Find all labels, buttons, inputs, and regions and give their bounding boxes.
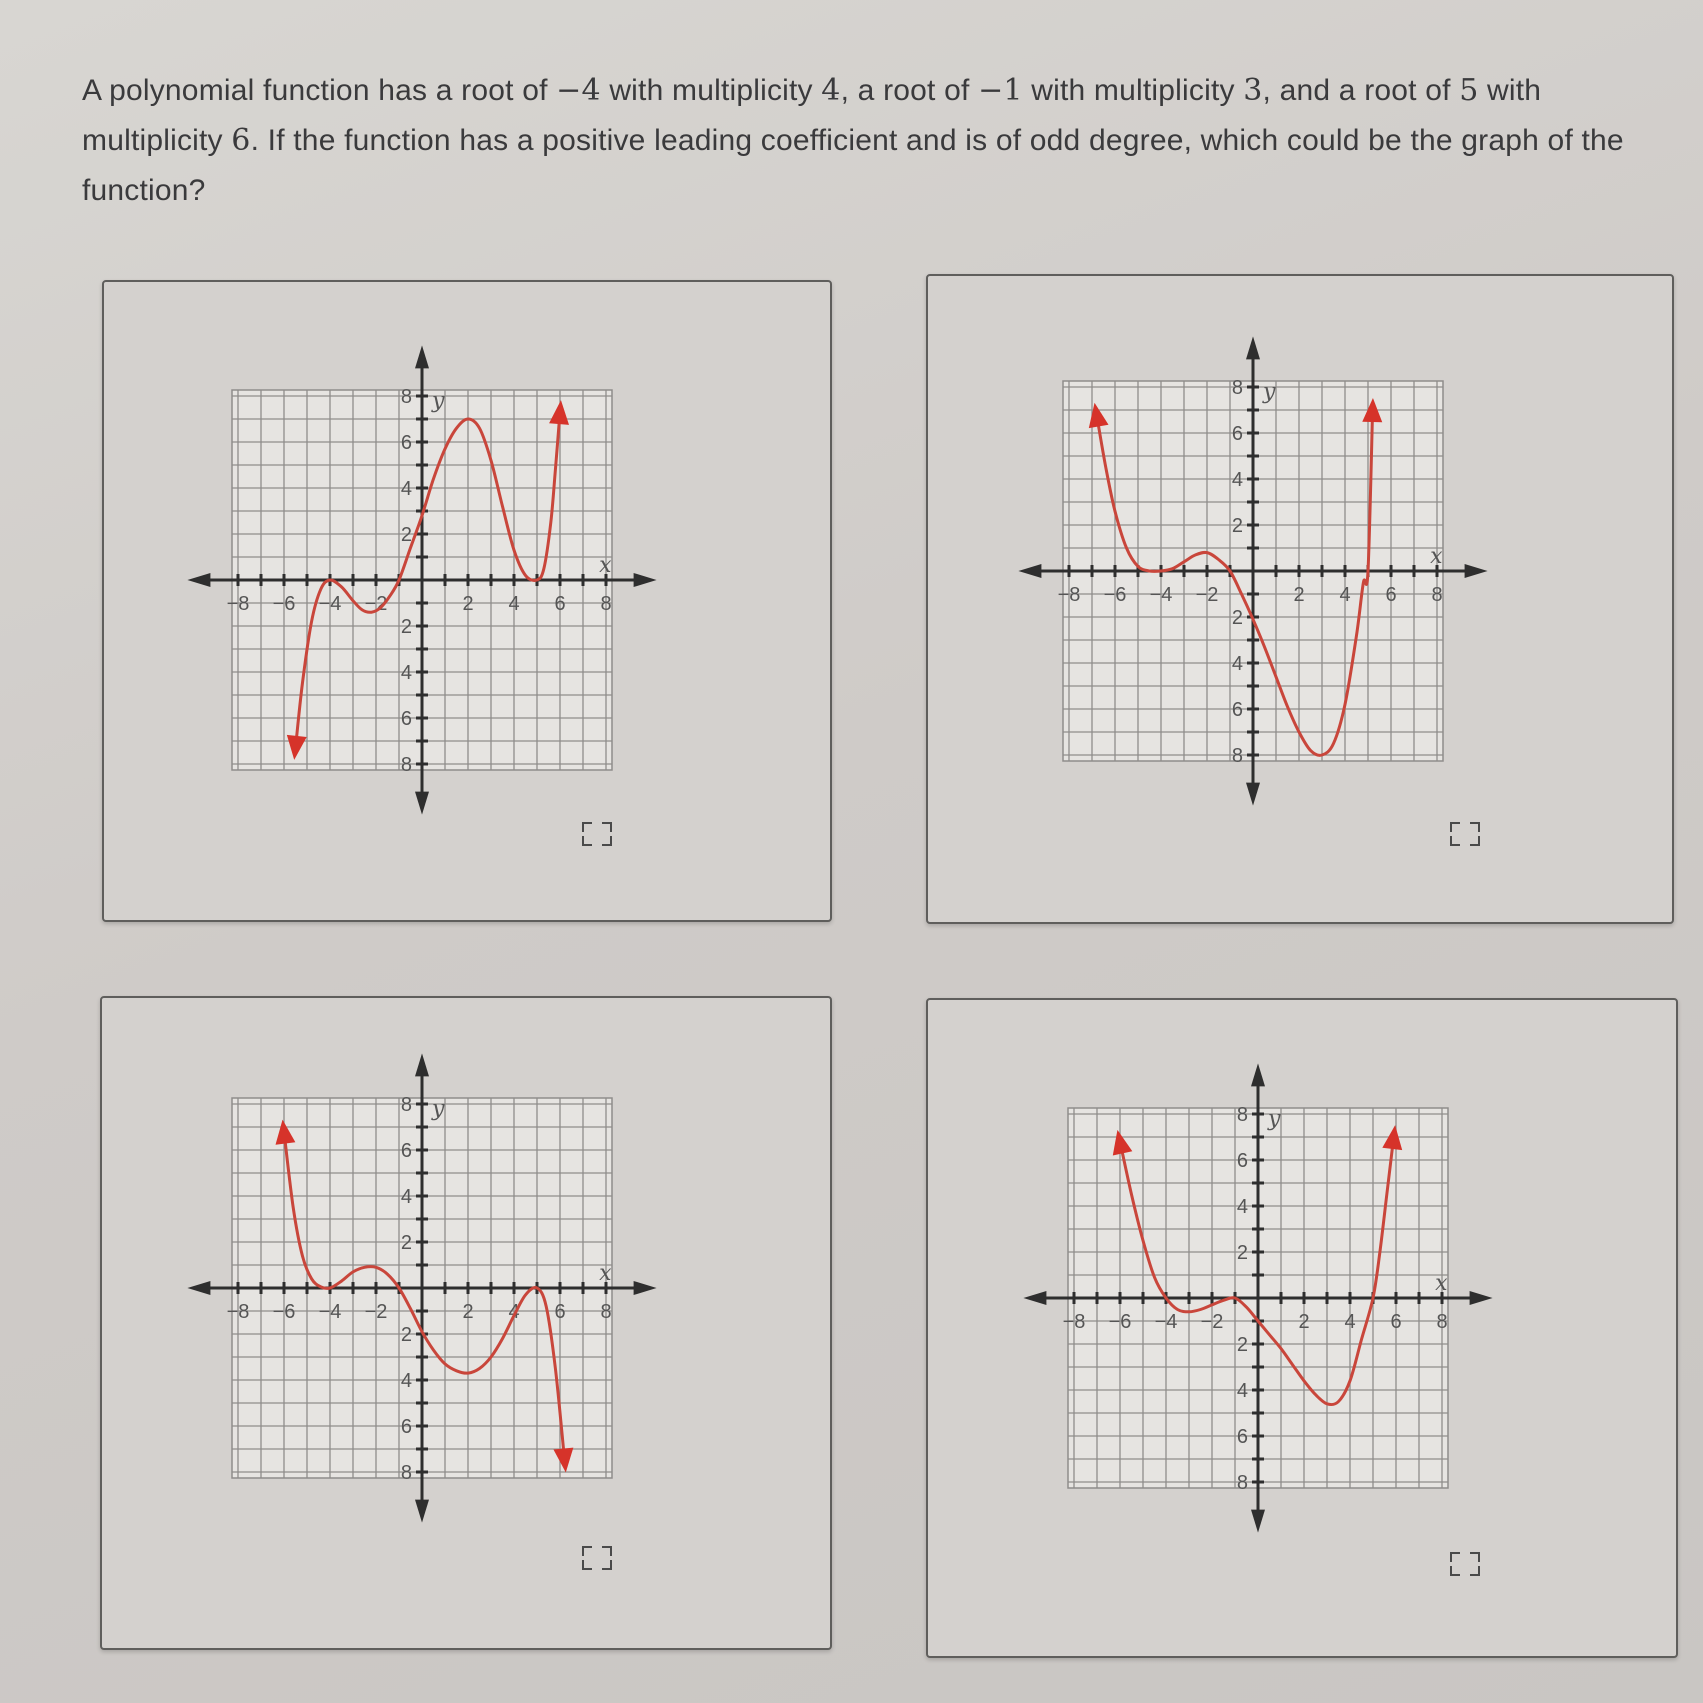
question-segment: , and a root of [1262,74,1460,107]
question-segment: with multiplicity [82,74,1542,157]
svg-text:−2: −2 [364,593,388,615]
svg-text:4: 4 [1344,1311,1356,1333]
svg-text:4: 4 [400,1186,412,1208]
svg-text:2: 2 [1293,584,1305,606]
svg-text:4: 4 [400,662,412,684]
svg-text:2: 2 [462,593,474,615]
svg-text:−4: −4 [1149,584,1173,606]
option-card-a[interactable] [102,280,832,922]
graph-b [928,276,1672,922]
checkbox-d[interactable] [1450,1552,1480,1576]
graph-c [102,998,830,1648]
svg-text:−4: −4 [1154,1311,1178,1333]
svg-text:6: 6 [400,708,412,730]
svg-text:6: 6 [1385,584,1397,606]
svg-text:−8: −8 [1057,584,1081,606]
svg-text:8: 8 [1431,584,1443,606]
svg-text:−8: −8 [226,593,250,615]
svg-text:6: 6 [1390,1311,1402,1333]
svg-text:6: 6 [400,1416,412,1438]
checkbox-c[interactable] [582,1546,612,1570]
svg-text:−2: −2 [1195,584,1219,606]
multiplicity-value: 6 [231,123,251,158]
root-value: −4 [556,73,601,108]
svg-text:−6: −6 [272,593,296,615]
svg-text:4: 4 [1231,653,1243,675]
svg-text:6: 6 [1231,423,1243,445]
svg-text:−6: −6 [1108,1311,1132,1333]
svg-text:2: 2 [1298,1311,1310,1333]
root-value: −1 [978,73,1023,108]
question-segment: A polynomial function has a root of [82,74,557,107]
svg-text:2: 2 [1236,1334,1248,1356]
svg-text:8: 8 [400,1094,412,1116]
svg-text:2: 2 [400,616,412,638]
option-card-d[interactable] [926,998,1678,1658]
svg-text:8: 8 [600,593,612,615]
svg-text:2: 2 [400,1232,412,1254]
svg-text:6: 6 [1231,699,1243,721]
svg-text:−6: −6 [272,1301,296,1323]
svg-text:2: 2 [400,524,412,546]
graph-d [928,1000,1676,1656]
svg-text:6: 6 [554,593,566,615]
question-segment: . If the function has a positive leading coefficient and is of odd degree, which could be the graph of the function? [82,124,1624,207]
svg-text:4: 4 [1231,469,1243,491]
svg-text:−8: −8 [1062,1311,1086,1333]
svg-text:6: 6 [554,1301,566,1323]
svg-text:6: 6 [400,1140,412,1162]
svg-text:4: 4 [400,478,412,500]
checkbox-b[interactable] [1450,822,1480,846]
svg-text:2: 2 [462,1301,474,1323]
svg-text:y: y [1268,1106,1281,1132]
svg-text:8: 8 [400,386,412,408]
svg-text:−8: −8 [226,1301,250,1323]
svg-text:4: 4 [1339,584,1351,606]
svg-text:−4: −4 [318,593,342,615]
svg-text:6: 6 [400,432,412,454]
multiplicity-value: 3 [1243,73,1263,108]
svg-text:2: 2 [400,1324,412,1346]
svg-text:8: 8 [1236,1104,1248,1126]
svg-text:4: 4 [1236,1196,1248,1218]
svg-text:−4: −4 [318,1301,342,1323]
root-value: 5 [1459,73,1479,108]
multiplicity-value: 4 [821,73,841,108]
option-card-b[interactable] [926,274,1674,924]
svg-text:−6: −6 [1103,584,1127,606]
option-card-c[interactable] [100,996,832,1650]
svg-text:8: 8 [400,1462,412,1484]
svg-text:−2: −2 [364,1301,388,1323]
question-segment: with multiplicity [600,74,822,107]
svg-text:x: x [599,553,612,578]
question-text [82,66,1672,216]
graph-a [104,282,830,920]
svg-text:y: y [432,1096,445,1122]
checkbox-a[interactable] [582,822,612,846]
svg-text:4: 4 [508,593,520,615]
question-segment: with multiplicity [1022,74,1244,107]
svg-text:8: 8 [1231,745,1243,767]
svg-text:y: y [1263,379,1276,405]
svg-text:8: 8 [1236,1472,1248,1494]
svg-text:x: x [1430,544,1443,569]
svg-text:8: 8 [1436,1311,1448,1333]
svg-text:−2: −2 [1200,1311,1224,1333]
svg-text:4: 4 [1236,1380,1248,1402]
svg-text:6: 6 [1236,1426,1248,1448]
svg-text:x: x [599,1261,612,1286]
svg-text:8: 8 [600,1301,612,1323]
svg-text:2: 2 [1231,515,1243,537]
svg-text:4: 4 [400,1370,412,1392]
svg-text:x: x [1435,1271,1448,1296]
svg-text:2: 2 [1231,607,1243,629]
svg-text:y: y [432,388,445,414]
svg-text:2: 2 [1236,1242,1248,1264]
svg-text:4: 4 [508,1301,520,1323]
question-segment: , a root of [840,74,979,107]
svg-text:8: 8 [400,754,412,776]
svg-text:8: 8 [1231,377,1243,399]
svg-text:6: 6 [1236,1150,1248,1172]
